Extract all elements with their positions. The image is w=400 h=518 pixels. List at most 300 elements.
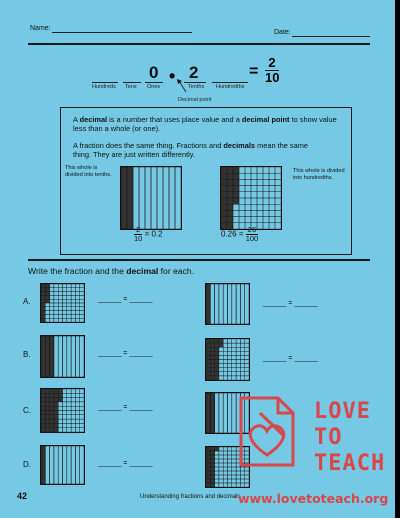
shaded-hundredth bbox=[210, 475, 214, 479]
name-line[interactable] bbox=[52, 32, 192, 33]
hundredth-cell bbox=[58, 415, 62, 419]
hundredth-cell bbox=[223, 360, 227, 364]
shaded-hundredth bbox=[210, 339, 214, 343]
tenth-strip bbox=[151, 167, 157, 229]
shaded-hundredth bbox=[41, 393, 45, 397]
hundredth-cell bbox=[245, 368, 249, 372]
hundredth-cell bbox=[75, 292, 79, 296]
shaded-hundredth bbox=[219, 339, 223, 343]
shaded-hundredth bbox=[45, 393, 49, 397]
row-label-a: A. bbox=[23, 297, 31, 306]
hundredth-cell bbox=[67, 295, 71, 299]
decimal-point-label: Decimal point bbox=[178, 97, 212, 103]
shaded-hundredth bbox=[206, 355, 210, 359]
hundredth-cell bbox=[75, 402, 79, 406]
tenth-strip bbox=[54, 336, 58, 377]
hundredth-cell bbox=[228, 467, 232, 471]
hundredth-cell bbox=[240, 343, 244, 347]
hundredth-cell bbox=[58, 402, 62, 406]
hundredth-cell bbox=[80, 284, 84, 288]
shaded-hundredth bbox=[45, 402, 49, 406]
shaded-hundredth bbox=[50, 428, 54, 432]
hundredth-cell bbox=[240, 355, 244, 359]
shaded-hundredth bbox=[50, 411, 54, 415]
tenth-strip bbox=[210, 284, 214, 324]
hundredth-cell bbox=[58, 314, 62, 318]
hundredth-cell bbox=[58, 284, 62, 288]
hundredth-cell bbox=[223, 475, 227, 479]
grid-svg bbox=[206, 284, 249, 324]
hundredth-cell bbox=[219, 467, 223, 471]
shaded-hundredth bbox=[41, 311, 45, 315]
tenth-strip bbox=[228, 284, 232, 324]
hundredth-cell bbox=[67, 428, 71, 432]
hundredth-cell bbox=[263, 223, 269, 229]
hundredth-cell bbox=[245, 198, 251, 204]
shaded-hundredth bbox=[233, 173, 239, 179]
hundredth-cell bbox=[263, 210, 269, 216]
hundredth-cell bbox=[67, 299, 71, 303]
decimal-point-arrow bbox=[176, 78, 190, 94]
definition-paragraph-1: A decimal is a number that uses place value and a decimal point to show value less than a whole (or one). bbox=[73, 115, 337, 133]
hundredth-cell bbox=[50, 311, 54, 315]
hundredth-cell bbox=[228, 463, 232, 467]
hundredth-cell bbox=[232, 459, 236, 463]
hundredth-cell bbox=[45, 318, 49, 322]
shaded-hundredth bbox=[54, 406, 58, 410]
hundredth-cell bbox=[223, 364, 227, 368]
shaded-hundredth bbox=[41, 303, 45, 307]
tenth-strip bbox=[232, 393, 236, 433]
hundredth-cell bbox=[215, 483, 219, 487]
answer-blank-a-left[interactable]: ______ = ______ bbox=[98, 296, 153, 303]
watermark-love: LOVE bbox=[314, 399, 371, 424]
shaded-hundredth bbox=[206, 347, 210, 351]
shaded-hundredth bbox=[41, 295, 45, 299]
hundredth-cell bbox=[239, 223, 245, 229]
hundredth-cell bbox=[63, 288, 67, 292]
tenth-strip bbox=[157, 167, 163, 229]
tenth-strip bbox=[139, 167, 145, 229]
hundredth-cell bbox=[50, 314, 54, 318]
hundredth-cell bbox=[80, 406, 84, 410]
hundredth-cell bbox=[245, 347, 249, 351]
hundredth-cell bbox=[67, 423, 71, 427]
hundredth-cell bbox=[71, 318, 75, 322]
hundredth-cell bbox=[257, 210, 263, 216]
tenths-digit: 2 bbox=[189, 63, 199, 82]
tenth-strip bbox=[71, 336, 75, 377]
grid-svg bbox=[221, 167, 281, 229]
header-rule bbox=[28, 43, 370, 45]
hundredth-cell bbox=[223, 355, 227, 359]
row-label-c: C. bbox=[23, 406, 31, 415]
shaded-hundredth bbox=[206, 467, 210, 471]
shaded-tenth bbox=[121, 167, 127, 229]
place-tens: Tens bbox=[125, 84, 137, 90]
shaded-hundredth bbox=[58, 389, 62, 393]
hundredth-cell bbox=[67, 303, 71, 307]
hundredth-cell bbox=[257, 173, 263, 179]
section-rule bbox=[28, 259, 370, 261]
hundredth-cell bbox=[63, 307, 67, 311]
hundredth-cell bbox=[228, 471, 232, 475]
hundredth-cell bbox=[71, 284, 75, 288]
tenth-strip bbox=[58, 446, 62, 484]
hundredth-cell bbox=[219, 471, 223, 475]
hundredth-cell bbox=[75, 406, 79, 410]
hundredth-cell bbox=[58, 288, 62, 292]
shaded-hundredth bbox=[54, 428, 58, 432]
shaded-hundredth bbox=[206, 343, 210, 347]
place-hundreds: Hundreds bbox=[92, 84, 116, 90]
hundredth-cell bbox=[245, 192, 251, 198]
shaded-hundredth bbox=[206, 455, 210, 459]
shaded-hundredth bbox=[41, 288, 45, 292]
hundredth-cell bbox=[54, 307, 58, 311]
hundredth-cell bbox=[219, 347, 223, 351]
shaded-hundredth bbox=[215, 360, 219, 364]
hundredth-cell bbox=[239, 217, 245, 223]
shaded-hundredth bbox=[227, 204, 233, 210]
hundredth-cell bbox=[75, 423, 79, 427]
hundredth-cell bbox=[232, 455, 236, 459]
hundredth-cell bbox=[54, 288, 58, 292]
shaded-hundredth bbox=[206, 471, 210, 475]
hundredth-cell bbox=[71, 299, 75, 303]
hundredth-cell bbox=[80, 415, 84, 419]
tenth-strip bbox=[169, 167, 175, 229]
answer-blank-b-left[interactable]: ______ = ______ bbox=[98, 350, 153, 357]
hundredth-cell bbox=[219, 355, 223, 359]
shaded-hundredth bbox=[227, 167, 233, 173]
shaded-hundredth bbox=[50, 406, 54, 410]
hundredth-cell bbox=[232, 347, 236, 351]
shaded-hundredth bbox=[210, 483, 214, 487]
shaded-hundredth bbox=[221, 186, 227, 192]
hundredth-cell bbox=[232, 483, 236, 487]
hundredth-cell bbox=[54, 314, 58, 318]
shaded-hundredth bbox=[221, 192, 227, 198]
hundredth-cell bbox=[50, 284, 54, 288]
shaded-hundredth bbox=[215, 372, 219, 376]
hundredth-cell bbox=[275, 217, 281, 223]
hundredth-cell bbox=[269, 223, 275, 229]
hundredth-cell bbox=[67, 411, 71, 415]
hundredth-cell bbox=[275, 210, 281, 216]
hundredth-cell bbox=[50, 318, 54, 322]
fraction-numerator: 2 bbox=[265, 56, 279, 71]
shaded-hundredth bbox=[50, 423, 54, 427]
hundredth-cell bbox=[228, 455, 232, 459]
shaded-hundredth bbox=[233, 179, 239, 185]
shaded-hundredth bbox=[206, 364, 210, 368]
grid-svg bbox=[41, 389, 84, 432]
hundredth-cell bbox=[232, 475, 236, 479]
hundredth-cell bbox=[58, 406, 62, 410]
shaded-hundredth bbox=[210, 355, 214, 359]
shaded-hundredth bbox=[227, 192, 233, 198]
hundredth-cell bbox=[228, 343, 232, 347]
hundredth-cell bbox=[80, 311, 84, 315]
hundredth-cell bbox=[67, 307, 71, 311]
shaded-hundredth bbox=[221, 210, 227, 216]
grid-b-right bbox=[205, 338, 250, 381]
shaded-hundredth bbox=[50, 389, 54, 393]
hundredth-cell bbox=[75, 288, 79, 292]
hundredth-cell bbox=[75, 307, 79, 311]
hundredth-cell bbox=[228, 360, 232, 364]
hundredth-cell bbox=[269, 198, 275, 204]
shaded-hundredth bbox=[215, 355, 219, 359]
hundredth-cell bbox=[228, 355, 232, 359]
shaded-hundredth bbox=[41, 402, 45, 406]
shaded-hundredth bbox=[206, 447, 210, 451]
hundredths-model-grid bbox=[220, 166, 282, 230]
shaded-hundredth bbox=[210, 347, 214, 351]
tenth-strip bbox=[45, 446, 49, 484]
hundredths-example: 0.26 = $\frac{26}{100}$ bbox=[221, 225, 259, 243]
shaded-hundredth bbox=[210, 343, 214, 347]
hundredth-cell bbox=[275, 167, 281, 173]
hundredth-cell bbox=[50, 299, 54, 303]
hundredth-cell bbox=[63, 406, 67, 410]
shaded-hundredth bbox=[41, 318, 45, 322]
shaded-hundredth bbox=[41, 292, 45, 296]
hundredth-cell bbox=[219, 351, 223, 355]
tenths-model-grid bbox=[120, 166, 182, 230]
hundredth-cell bbox=[54, 292, 58, 296]
hundredth-cell bbox=[67, 406, 71, 410]
hundredth-cell bbox=[215, 467, 219, 471]
hundredth-cell bbox=[54, 295, 58, 299]
shaded-hundredth bbox=[215, 364, 219, 368]
hundredth-cell bbox=[239, 186, 245, 192]
hundredth-cell bbox=[245, 360, 249, 364]
shaded-hundredth bbox=[215, 343, 219, 347]
hundredth-cell bbox=[232, 372, 236, 376]
hundredth-cell bbox=[215, 471, 219, 475]
shaded-hundredth bbox=[41, 411, 45, 415]
hundredth-cell bbox=[223, 376, 227, 380]
hundredth-cell bbox=[245, 372, 249, 376]
grid-svg bbox=[41, 284, 84, 322]
tenth-strip bbox=[223, 284, 227, 324]
hundredth-cell bbox=[257, 186, 263, 192]
hundredth-cell bbox=[223, 483, 227, 487]
hundredth-cell bbox=[239, 210, 245, 216]
hundredth-cell bbox=[236, 364, 240, 368]
hundredth-cell bbox=[275, 179, 281, 185]
hundredth-cell bbox=[71, 428, 75, 432]
hundredth-cell bbox=[257, 192, 263, 198]
footer-title: Understanding fractions and decimals bbox=[140, 494, 241, 500]
shaded-hundredth bbox=[41, 419, 45, 423]
hundredth-cell bbox=[269, 210, 275, 216]
shaded-hundredth bbox=[54, 389, 58, 393]
grid-a-right bbox=[205, 283, 250, 325]
shaded-tenth bbox=[41, 446, 45, 484]
hundredth-cell bbox=[54, 299, 58, 303]
hundredth-cell bbox=[251, 192, 257, 198]
shaded-hundredth bbox=[50, 415, 54, 419]
shaded-hundredth bbox=[227, 210, 233, 216]
tenth-strip bbox=[145, 167, 151, 229]
grid-c-left bbox=[40, 388, 85, 433]
shaded-hundredth bbox=[41, 307, 45, 311]
hundredth-cell bbox=[251, 186, 257, 192]
hundredth-cell bbox=[71, 415, 75, 419]
hundredth-cell bbox=[232, 343, 236, 347]
shaded-hundredth bbox=[45, 411, 49, 415]
shaded-hundredth bbox=[41, 428, 45, 432]
hundredth-cell bbox=[80, 402, 84, 406]
hundredth-cell bbox=[232, 479, 236, 483]
tenth-strip bbox=[80, 336, 84, 377]
hundredth-cell bbox=[58, 311, 62, 315]
hundredth-cell bbox=[239, 179, 245, 185]
shaded-hundredth bbox=[221, 217, 227, 223]
hundredth-cell bbox=[219, 372, 223, 376]
hundredth-cell bbox=[228, 372, 232, 376]
date-line[interactable] bbox=[292, 36, 370, 37]
shaded-hundredth bbox=[206, 451, 210, 455]
answer-blank-a-right[interactable]: ______ = ______ bbox=[263, 300, 318, 307]
hundredth-cell bbox=[240, 339, 244, 343]
hundredth-cell bbox=[245, 179, 251, 185]
hundredth-cell bbox=[45, 303, 49, 307]
hundredth-cell bbox=[63, 402, 67, 406]
hundredth-cell bbox=[228, 364, 232, 368]
shaded-hundredth bbox=[206, 368, 210, 372]
hundredth-cell bbox=[75, 299, 79, 303]
hundredth-cell bbox=[223, 451, 227, 455]
hundredth-cell bbox=[45, 311, 49, 315]
hundredth-cell bbox=[71, 419, 75, 423]
hundredth-cell bbox=[71, 288, 75, 292]
hundredth-cell bbox=[75, 415, 79, 419]
hundredth-cell bbox=[67, 398, 71, 402]
hundredth-cell bbox=[58, 307, 62, 311]
grid-b-left bbox=[40, 335, 85, 378]
hundredth-cell bbox=[54, 318, 58, 322]
shaded-hundredth bbox=[45, 428, 49, 432]
hundredth-cell bbox=[219, 459, 223, 463]
hundredth-cell bbox=[50, 307, 54, 311]
hundredth-cell bbox=[263, 179, 269, 185]
shaded-hundredth bbox=[221, 167, 227, 173]
tenth-strip bbox=[219, 284, 223, 324]
hundredth-cell bbox=[215, 475, 219, 479]
hundredth-cell bbox=[63, 295, 67, 299]
answer-blank-b-right[interactable]: ______ = ______ bbox=[263, 355, 318, 362]
hundredth-cell bbox=[251, 210, 257, 216]
hundredth-cell bbox=[58, 411, 62, 415]
hundredth-cell bbox=[63, 411, 67, 415]
watermark-url: www.lovetoteach.org bbox=[238, 491, 389, 506]
hundredth-cell bbox=[75, 389, 79, 393]
hundredth-cell bbox=[75, 311, 79, 315]
tenth-strip bbox=[67, 336, 71, 377]
hundredth-cell bbox=[63, 303, 67, 307]
hundredth-cell bbox=[233, 210, 239, 216]
hundredth-cell bbox=[63, 292, 67, 296]
tenths-note: This whole is divided into tenths. bbox=[65, 165, 112, 178]
hundredth-cell bbox=[50, 292, 54, 296]
answer-blank-d-left[interactable]: ______ = ______ bbox=[98, 460, 153, 467]
grid-svg bbox=[41, 446, 84, 484]
shaded-hundredth bbox=[41, 406, 45, 410]
hundredth-cell bbox=[228, 447, 232, 451]
hundredth-cell bbox=[257, 217, 263, 223]
hundredth-cell bbox=[251, 173, 257, 179]
shaded-hundredth bbox=[215, 351, 219, 355]
exercise-instructions: Write the fraction and the decimal for each. bbox=[28, 266, 195, 276]
shaded-hundredth bbox=[233, 186, 239, 192]
hundredth-cell bbox=[54, 311, 58, 315]
hundredth-cell bbox=[275, 223, 281, 229]
hundredth-cell bbox=[71, 311, 75, 315]
shaded-hundredth bbox=[233, 198, 239, 204]
hundredth-cell bbox=[75, 284, 79, 288]
hundredth-cell bbox=[232, 351, 236, 355]
hundredth-cell bbox=[45, 307, 49, 311]
hundredth-cell bbox=[245, 223, 251, 229]
tenth-strip bbox=[133, 167, 139, 229]
hundredth-cell bbox=[251, 167, 257, 173]
grid-svg bbox=[41, 336, 84, 377]
grid-a-left bbox=[40, 283, 85, 323]
hundredth-cell bbox=[71, 292, 75, 296]
shaded-hundredth bbox=[45, 299, 49, 303]
hundredth-cell bbox=[80, 389, 84, 393]
grid-svg bbox=[121, 167, 181, 229]
hundredth-cell bbox=[67, 419, 71, 423]
hundredth-cell bbox=[58, 423, 62, 427]
hundredth-cell bbox=[80, 288, 84, 292]
hundredth-cell bbox=[63, 311, 67, 315]
shaded-hundredth bbox=[41, 299, 45, 303]
shaded-hundredth bbox=[206, 459, 210, 463]
hundredth-cell bbox=[239, 192, 245, 198]
hundredth-cell bbox=[223, 471, 227, 475]
hundredth-cell bbox=[223, 347, 227, 351]
shaded-hundredth bbox=[206, 463, 210, 467]
hundredth-cell bbox=[236, 347, 240, 351]
decimal-point-dot: • bbox=[169, 66, 176, 86]
hundredth-cell bbox=[232, 376, 236, 380]
hundredth-cell bbox=[228, 451, 232, 455]
hundredth-cell bbox=[75, 318, 79, 322]
shaded-hundredth bbox=[210, 471, 214, 475]
hundredth-cell bbox=[223, 467, 227, 471]
hundredth-cell bbox=[58, 292, 62, 296]
hundredth-cell bbox=[263, 198, 269, 204]
shaded-hundredth bbox=[50, 398, 54, 402]
hundredth-cell bbox=[80, 299, 84, 303]
answer-blank-c-left[interactable]: ______ = ______ bbox=[98, 404, 153, 411]
hundredth-cell bbox=[67, 402, 71, 406]
shaded-hundredth bbox=[58, 393, 62, 397]
hundredth-cell bbox=[239, 198, 245, 204]
hundredth-cell bbox=[245, 376, 249, 380]
hundredth-cell bbox=[223, 479, 227, 483]
tenth-strip bbox=[219, 393, 223, 433]
hundredth-cell bbox=[239, 173, 245, 179]
hundredth-cell bbox=[275, 192, 281, 198]
hundredth-cell bbox=[215, 479, 219, 483]
hundredth-cell bbox=[275, 173, 281, 179]
